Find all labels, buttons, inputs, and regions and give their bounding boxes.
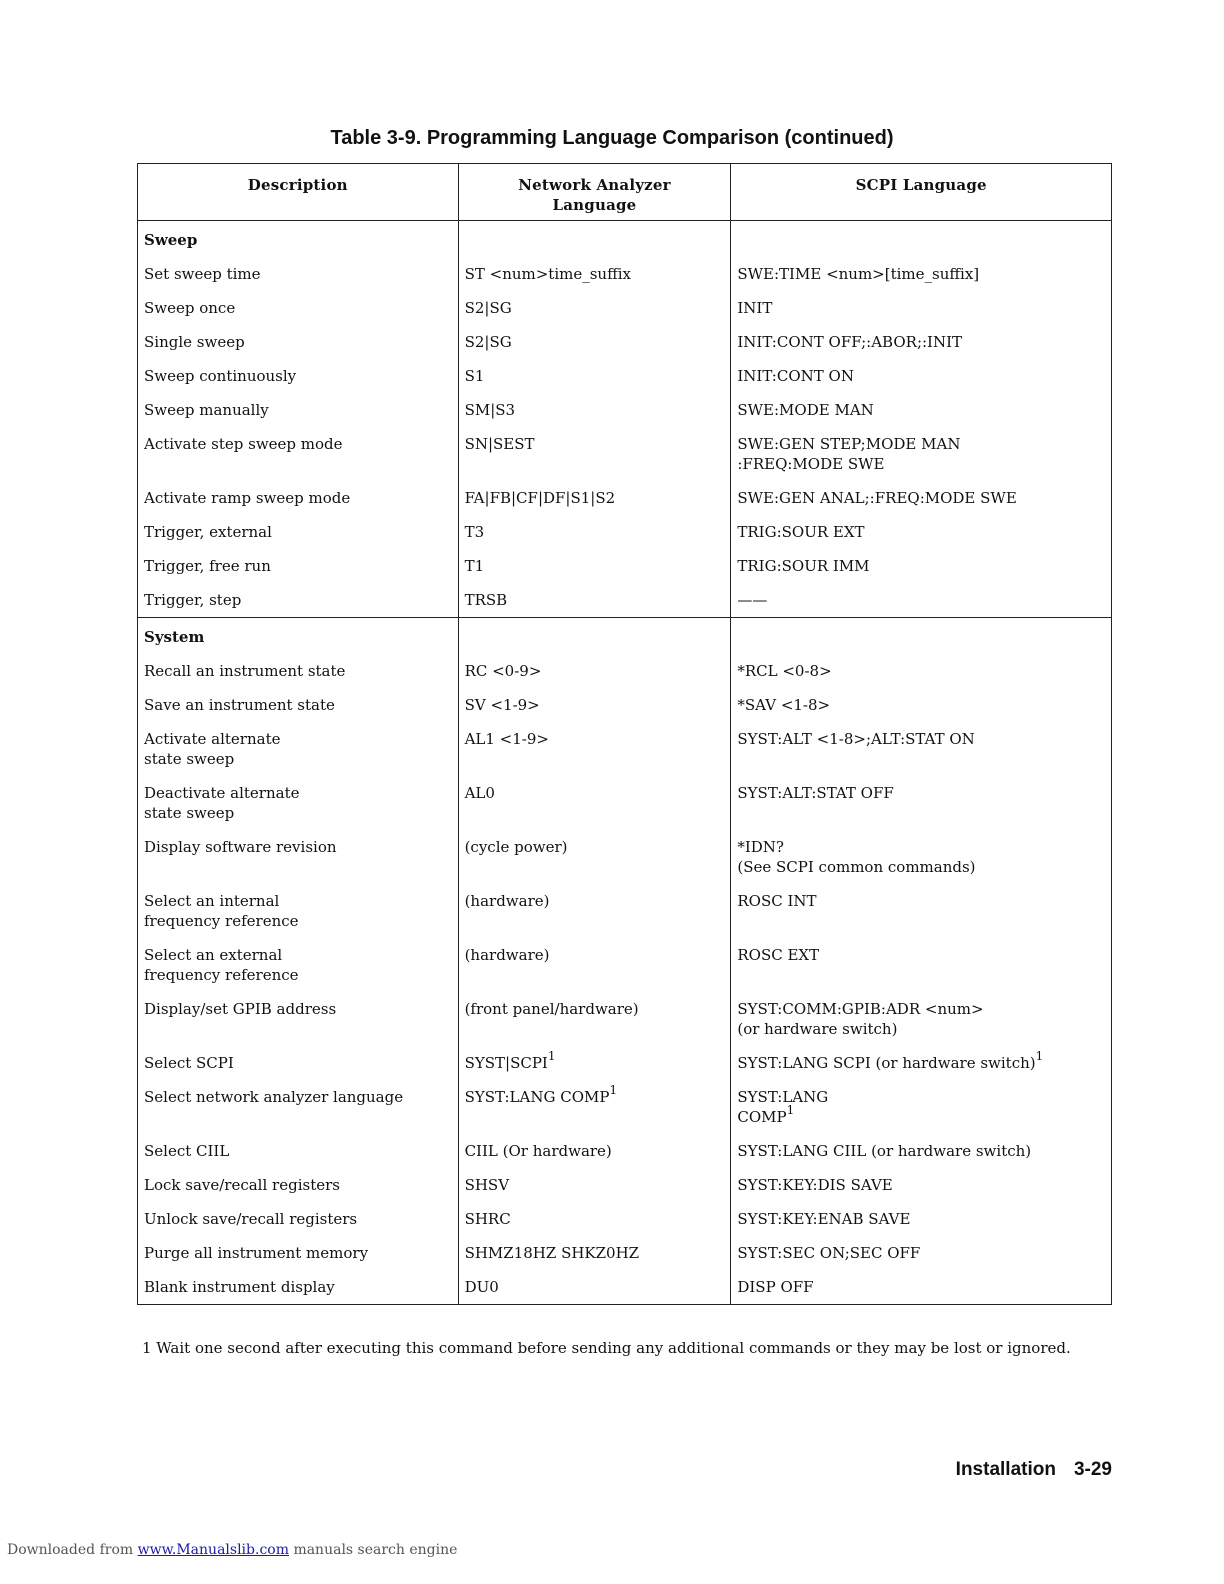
- table-row: Sweep once S2|SG INIT: [138, 291, 1112, 325]
- section-label-system: System: [138, 618, 459, 655]
- table-row: Deactivate alternate state sweep AL0 SYST:ALT:STAT OFF: [138, 776, 1112, 830]
- section-row-system: [138, 618, 1112, 655]
- table-row: Trigger, free run T1 TRIG:SOUR IMM: [138, 549, 1112, 583]
- header-description: Description: [138, 164, 459, 221]
- page-footer: [956, 1459, 1112, 1481]
- table-row: Lock save/recall registers SHSV SYST:KEY:DIS SAVE: [138, 1168, 1112, 1202]
- table-row: Activate step sweep mode SN|SEST SWE:GEN STEP;MODE MAN :FREQ:MODE SWE: [138, 427, 1112, 481]
- table-row: Activate alternate state sweep AL1 <1-9> SYST:ALT <1-8>;ALT:STAT ON: [138, 722, 1112, 776]
- table-row: Select CIIL CIIL (Or hardware) SYST:LANG CIIL (or hardware switch): [138, 1134, 1112, 1168]
- table-header-row: [138, 164, 1112, 221]
- table-title: Table 3-9. Programming Language Comparison (continued): [330, 127, 894, 149]
- table-row: Set sweep time ST <num>time_suffix SWE:TIME <num>[time_suffix]: [138, 257, 1112, 291]
- table-row: Display software revision (cycle power) *IDN? (See SCPI common commands): [138, 830, 1112, 884]
- table-row: Select network analyzer language SYST:LANG COMP$^1$ SYST:LANG COMP$^1$: [138, 1080, 1112, 1134]
- table-row: Select SCPI SYST|SCPI$^1$ SYST:LANG SCPI (or hardware switch)$^1$: [138, 1046, 1112, 1080]
- table-row: Trigger, external T3 TRIG:SOUR EXT: [138, 515, 1112, 549]
- table-row: Recall an instrument state RC <0-9> *RCL <0-8>: [138, 654, 1112, 688]
- footer-section: Installation: [955, 1459, 1056, 1480]
- table-row: Save an instrument state SV <1-9> *SAV <1-8>: [138, 688, 1112, 722]
- section-row-sweep: [138, 221, 1112, 258]
- table-row: Select an internal frequency reference (hardware) ROSC INT: [138, 884, 1112, 938]
- table-row: Unlock save/recall registers SHRC SYST:KEY:ENAB SAVE: [138, 1202, 1112, 1236]
- manualslib-link[interactable]: www.Manualslib.com: [137, 1542, 289, 1558]
- table-row: Sweep continuously S1 INIT:CONT ON: [138, 359, 1112, 393]
- section-label-sweep: Sweep: [138, 221, 459, 258]
- header-network-analyzer: Network Analyzer Language: [458, 164, 731, 221]
- table-row: Sweep manually SM|S3 SWE:MODE MAN: [138, 393, 1112, 427]
- table-row: Select an external frequency reference (hardware) ROSC EXT: [138, 938, 1112, 992]
- footnote-marker: 1: [547, 1049, 556, 1063]
- table-row: Purge all instrument memory SHMZ18HZ SHKZ0HZ SYST:SEC ON;SEC OFF: [138, 1236, 1112, 1270]
- footnote: 1 Wait one second after executing this command before sending any additional commands or they may be lost or ignored.: [142, 1339, 1071, 1357]
- footnote-marker: 1: [1035, 1049, 1044, 1063]
- language-comparison-table: [137, 163, 1112, 1305]
- download-notice: Downloaded from www.Manualslib.com manuals search engine: [7, 1542, 458, 1558]
- footnote-marker: 1: [786, 1103, 795, 1117]
- table-row: Display/set GPIB address (front panel/hardware) SYST:COMM:GPIB:ADR <num> (or hardware switch): [138, 992, 1112, 1046]
- page-number: 3-29: [1073, 1459, 1112, 1480]
- table-row: Trigger, step TRSB ——: [138, 583, 1112, 618]
- table-row: Single sweep S2|SG INIT:CONT OFF;:ABOR;:INIT: [138, 325, 1112, 359]
- footnote-marker: 1: [609, 1083, 618, 1097]
- header-scpi: SCPI Language: [731, 164, 1112, 221]
- table-row: Activate ramp sweep mode FA|FB|CF|DF|S1|S2 SWE:GEN ANAL;:FREQ:MODE SWE: [138, 481, 1112, 515]
- table-row: Blank instrument display DU0 DISP OFF: [138, 1270, 1112, 1305]
